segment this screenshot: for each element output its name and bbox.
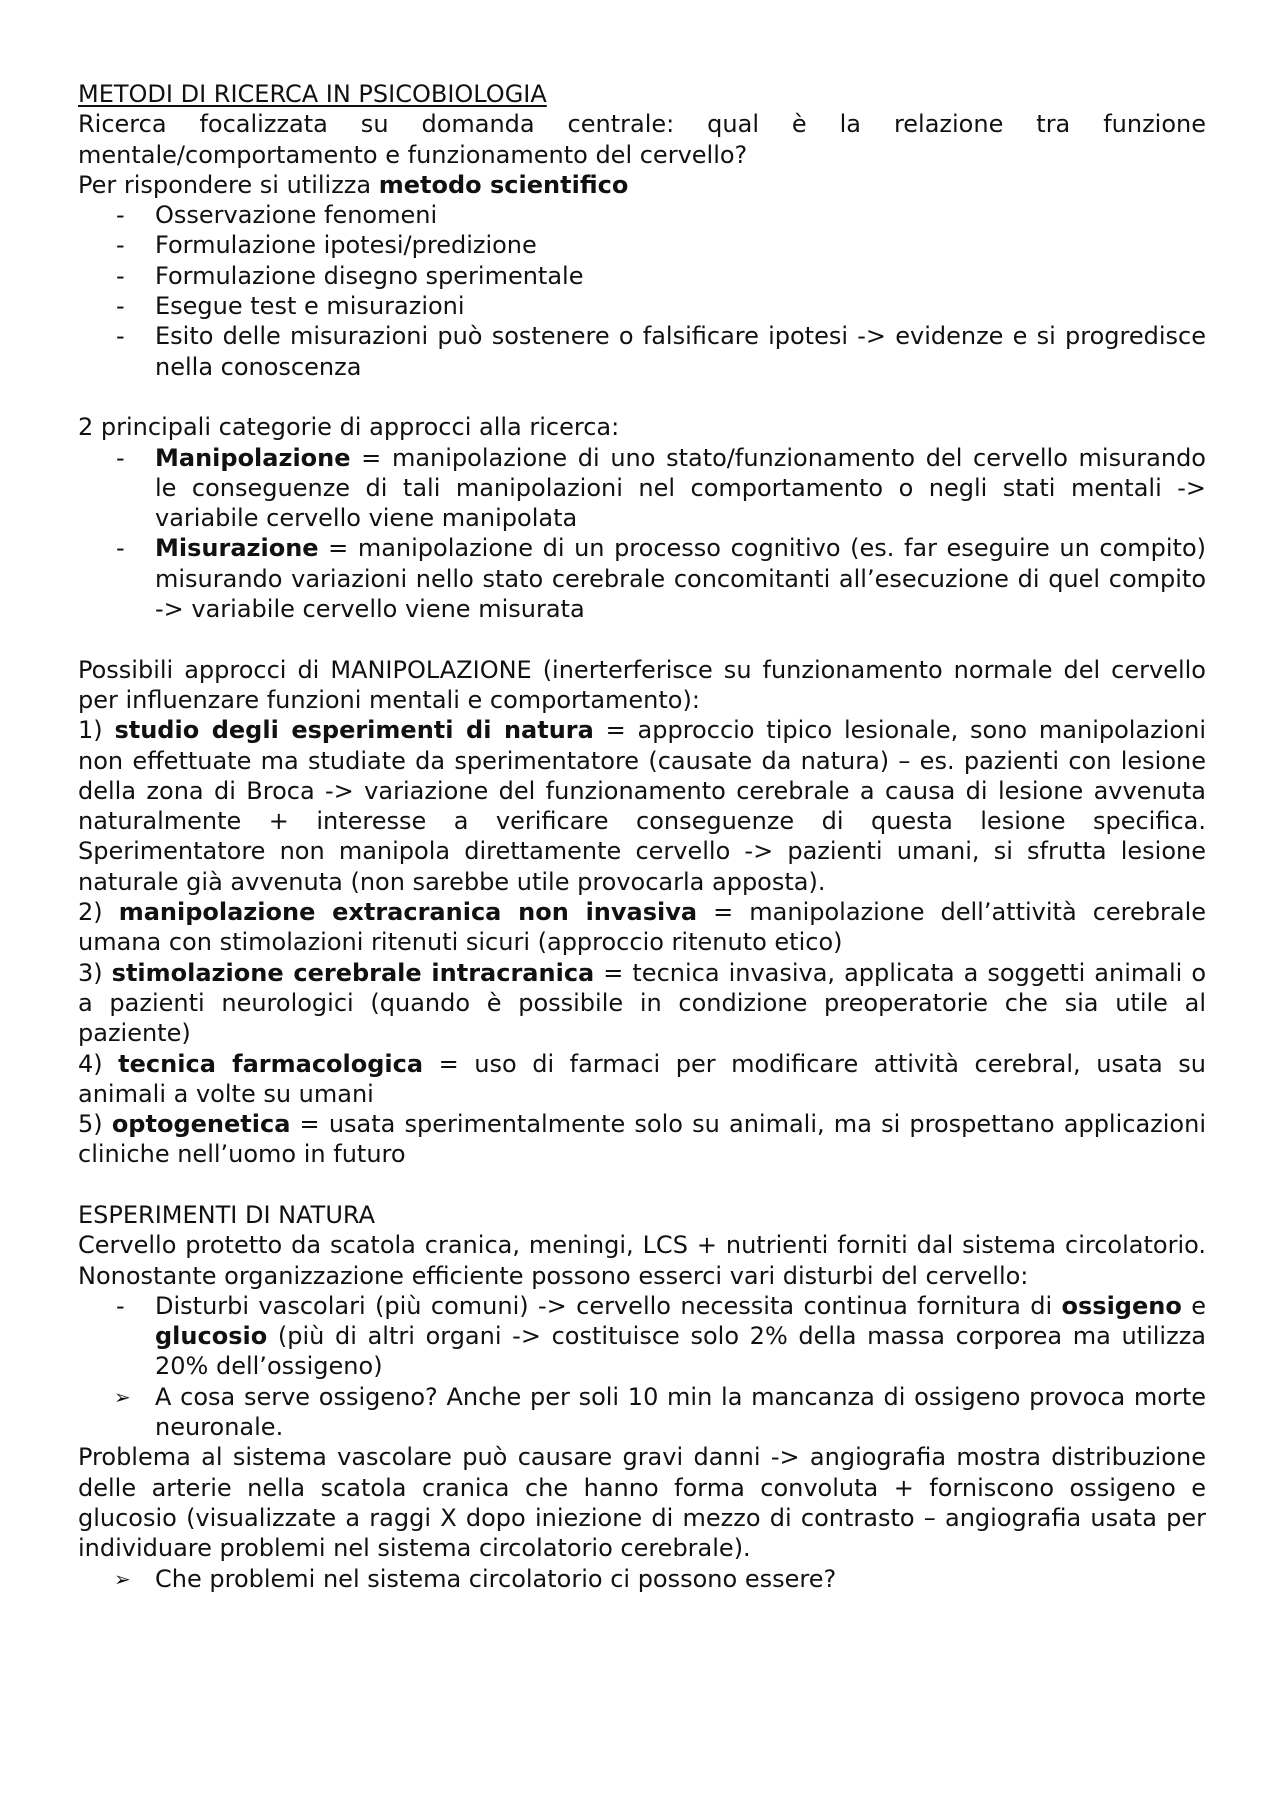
list-item-manipulation: - Manipolazione = manipolazione di uno stato/funzionamento del cervello misurando le conseguenze di tali manipolazioni nel comportamento o negli stati mentali -> variabile cervello viene manipolata (116, 443, 1206, 533)
document-page (78, 79, 1206, 1594)
list-item: - Formulazione disegno sperimentale (116, 261, 584, 290)
list-item: - Formulazione ipotesi/predizione (116, 231, 537, 260)
list-item-circulatory-question: ➢ Che problemi nel sistema circolatorio ci possono essere? (114, 1564, 837, 1593)
list-item: - Osservazione fenomeni (116, 201, 438, 230)
approach-categories-list (78, 443, 1206, 625)
manipulation-approaches-intro: Possibili approcci di MANIPOLAZIONE (inerterferisce su funzionamento normale del cervello per influenzare funzioni mentali e comportamento): (78, 655, 1206, 714)
numbered-item-2: 2) manipolazione extracranica non invasiva = manipolazione dell’attività cerebrale umana con stimolazioni ritenuti sicuri (approccio ritenuto etico) (78, 898, 1207, 957)
scientific-method-steps (78, 200, 1206, 382)
scientific-method-prefix: Per rispondere si utilizza (78, 170, 379, 199)
scientific-method-line (78, 170, 1206, 200)
dash-bullet: - (116, 1291, 125, 1320)
central-question-paragraph: Ricerca focalizzata su domanda centrale: qual è la relazione tra funzione mentale/comportamento e funzionamento del cervello? (78, 110, 1206, 169)
scientific-method-term: metodo scientifico (378, 170, 629, 199)
dash-bullet: - (116, 534, 125, 563)
dash-bullet: - (116, 322, 125, 351)
numbered-item-4: 4) tecnica farmacologica = uso di farmaci per modificare attività cerebral, usata su animali a volte su umani (78, 1049, 1206, 1108)
blank-line (78, 1170, 1206, 1200)
list-item: - Esito delle misurazioni può sostenere o falsificare ipotesi -> evidenze e si progredisce nella conoscenza (116, 322, 1206, 381)
vascular-problem-paragraph: Problema al sistema vascolare può causare gravi danni -> angiografia mostra distribuzione delle arterie nella scatola cranica che hanno forma convoluta + forniscono ossigeno e glucosio (visualizzate a raggi X dopo iniezione di mezzo di contrasto – angiografia usata per individuare problemi nel sistema circolatorio cerebrale). (78, 1443, 1206, 1563)
dash-bullet: - (116, 201, 125, 230)
dash-bullet: - (116, 443, 125, 472)
list-item-measurement: - Misurazione = manipolazione di un processo cognitivo (es. far eseguire un compito) misurando variazioni nello stato cerebrale concomitanti all’esecuzione di quel compito -> variabile cervello viene misurata (116, 534, 1206, 624)
list-item-vascular: - Disturbi vascolari (più comuni) -> cervello necessita continua fornitura di ossigeno e glucosio (più di altri organi -> costituisce solo 2% della massa corporea ma utilizza 20% dell’ossigeno) (116, 1291, 1206, 1381)
arrow-bullet-icon: ➢ (114, 1566, 131, 1591)
blank-line (78, 382, 1206, 412)
list-item: - Esegue test e misurazioni (116, 292, 465, 321)
numbered-item-3: 3) stimolazione cerebrale intracranica = tecnica invasiva, applicata a soggetti animali o a pazienti neurologici (quando è possibile in condizione preoperatorie che sia utile al paziente) (78, 958, 1206, 1048)
arrow-bullet-icon: ➢ (114, 1384, 131, 1409)
dash-bullet: - (116, 231, 125, 260)
list-item-oxygen-question: ➢ A cosa serve ossigeno? Anche per soli 10 min la mancanza di ossigeno provoca morte neuronale. (114, 1382, 1206, 1442)
numbered-item-5: 5) optogenetica = usata sperimentalmente solo su animali, ma si prospettano applicazioni cliniche nell’uomo in futuro (78, 1110, 1206, 1169)
section-heading-nature-experiments: ESPERIMENTI DI NATURA (78, 1200, 376, 1229)
dash-bullet: - (116, 261, 125, 290)
blank-line (78, 624, 1206, 654)
numbered-item-1: 1) studio degli esperimenti di natura = approccio tipico lesionale, sono manipolazioni non effettuate ma studiate da sperimentatore (causate da natura) – es. pazienti con lesione della zona di Broca -> variazione del funzionamento cerebrale a causa di lesione avvenuta naturalmente + interesse a verificare conseguenze di questa lesione specifica. Sperimentatore non manipola direttamente cervello -> pazienti umani, si sfrutta lesione naturale già avvenuta (non sarebbe utile provocarla apposta). (78, 716, 1206, 896)
brain-protection-paragraph: Cervello protetto da scatola cranica, meningi, LCS + nutrienti forniti dal sistema circolatorio. Nonostante organizzazione efficiente possono esserci vari disturbi del cervello: (78, 1231, 1206, 1290)
approaches-intro: 2 principali categorie di approcci alla ricerca: (78, 413, 620, 442)
section-heading-methods: METODI DI RICERCA IN PSICOBIOLOGIA (78, 80, 547, 108)
dash-bullet: - (116, 292, 125, 321)
